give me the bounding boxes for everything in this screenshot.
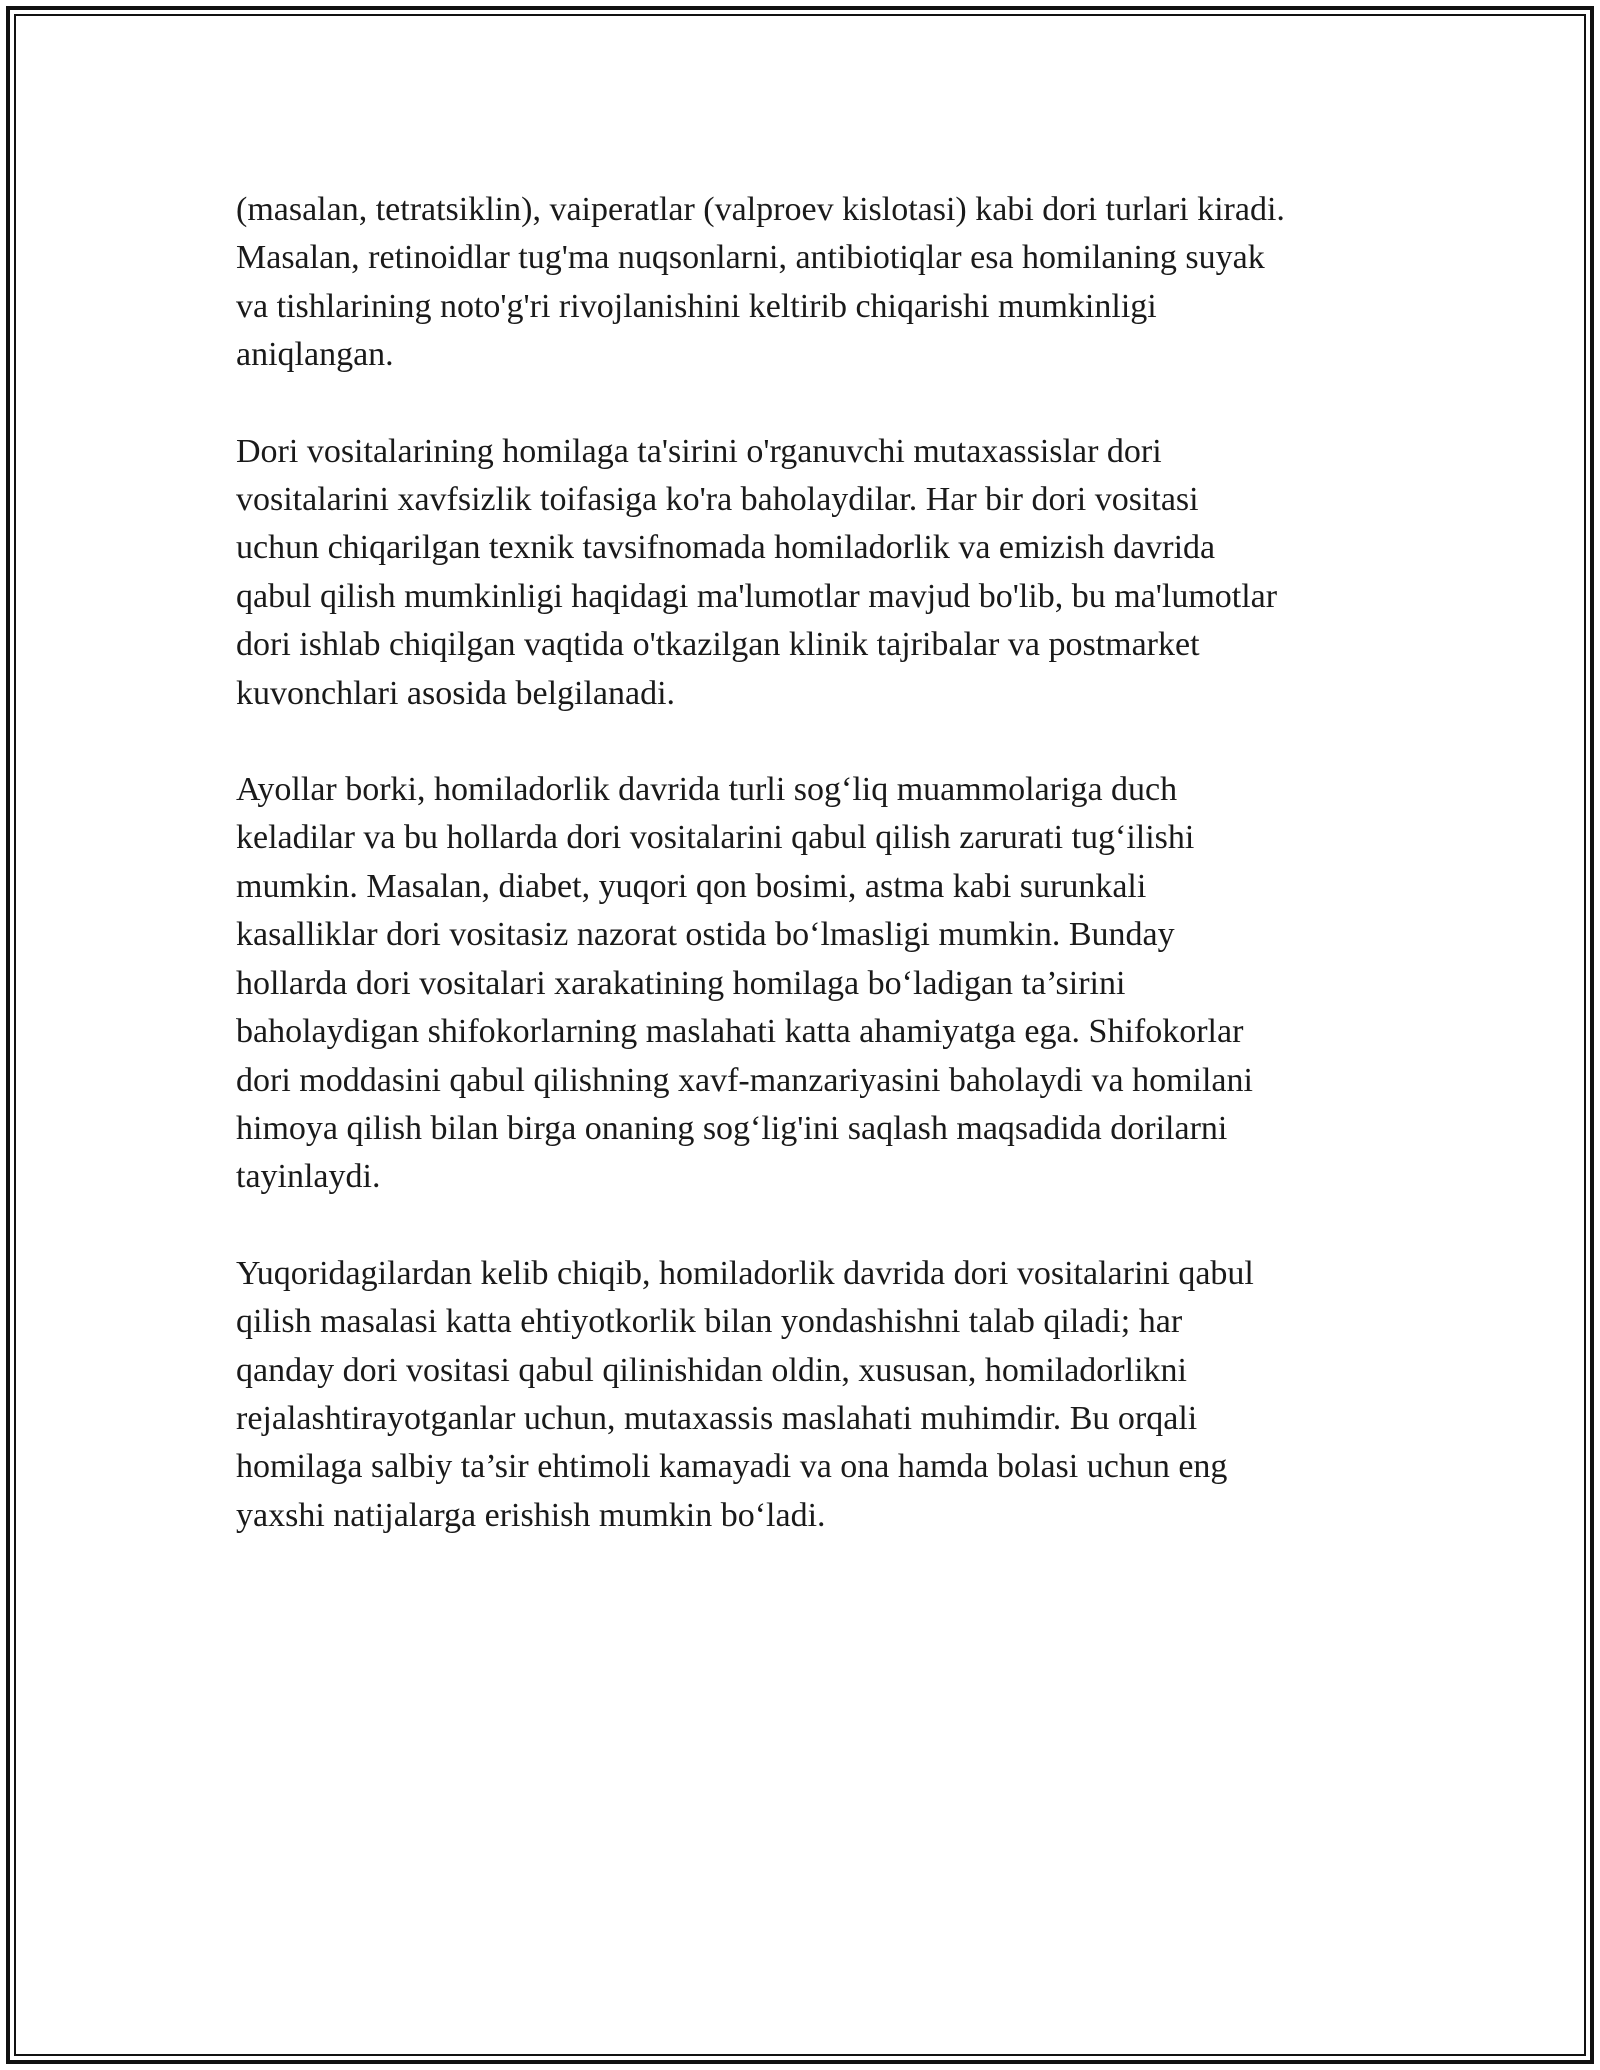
text-line: (masalan, tetratsiklin), vaiperatlar (valproev kislotasi) kabi dori turlari kiradi.	[236, 191, 1285, 228]
text-line: mumkin. Masalan, diabet, yuqori qon bosimi, astma kabi surunkali	[236, 867, 1147, 905]
text-line: Yuqoridagilardan kelib chiqib, homiladorlik davrida dori vositalarini qabul	[236, 1254, 1254, 1292]
text-line: tayinlaydi.	[236, 1158, 381, 1196]
text-line: baholaydigan shifokorlarning maslahati katta ahamiyatga ega. Shifokorlar	[236, 1013, 1244, 1051]
text-line: Ayollar borki, homiladorlik davrida turli sog‘liq muammolariga duch	[236, 771, 1178, 809]
text-line: qabul qilish mumkinligi haqidagi ma'lumotlar mavjud bo'lib, bu ma'lumotlar	[236, 577, 1278, 615]
text-line: qanday dori vositasi qabul qilinishidan oldin, xususan, homiladorlikni	[236, 1351, 1187, 1389]
document-body	[236, 186, 1364, 1588]
text-line: vositalarini xavfsizlik toifasiga ko'ra baholaydilar. Har bir dori vositasi	[236, 481, 1199, 519]
paragraph-3	[236, 766, 1364, 1202]
text-line: dori moddasini qabul qilishning xavf-manzariyasini baholaydi va homilani	[236, 1061, 1253, 1099]
text-line: hollarda dori vositalari xarakatining homilaga bo‘ladigan ta’sirini	[236, 964, 1126, 1002]
paragraph-1	[236, 186, 1364, 380]
paragraph-2	[236, 428, 1364, 718]
paragraph-4	[236, 1250, 1364, 1540]
text-line: rejalashtirayotganlar uchun, mutaxassis maslahati muhimdir. Bu orqali	[236, 1399, 1198, 1437]
text-line: kasalliklar dori vositasiz nazorat ostida bo‘lmasligi mumkin. Bunday	[236, 916, 1175, 954]
text-line: yaxshi natijalarga erishish mumkin bo‘ladi.	[236, 1496, 826, 1534]
text-line: keladilar va bu hollarda dori vositalarini qabul qilish zarurati tug‘ilishi	[236, 819, 1195, 857]
text-line: Masalan, retinoidlar tug'ma nuqsonlarni, antibiotiqlar esa homilaning suyak	[236, 239, 1265, 277]
text-line: himoya qilish bilan birga onaning sog‘lig'ini saqlash maqsadida dorilarni	[236, 1109, 1228, 1147]
text-line: dori ishlab chiqilgan vaqtida o'tkazilgan klinik tajribalar va postmarket	[236, 626, 1200, 664]
text-line: kuvonchlari asosida belgilanadi.	[236, 674, 676, 712]
text-line: uchun chiqarilgan texnik tavsifnomada homiladorlik va emizish davrida	[236, 529, 1216, 567]
text-line: qilish masalasi katta ehtiyotkorlik bilan yondashishni talab qiladi; har	[236, 1303, 1183, 1341]
text-line: aniqlangan.	[236, 336, 394, 374]
text-line: Dori vositalarining homilaga ta'sirini o'rganuvchi mutaxassislar dori	[236, 432, 1162, 470]
text-line: va tishlarining noto'g'ri rivojlanishini keltirib chiqarishi mumkinligi	[236, 287, 1157, 325]
text-line: homilaga salbiy ta’sir ehtimoli kamayadi va ona hamda bolasi uchun eng	[236, 1448, 1228, 1486]
